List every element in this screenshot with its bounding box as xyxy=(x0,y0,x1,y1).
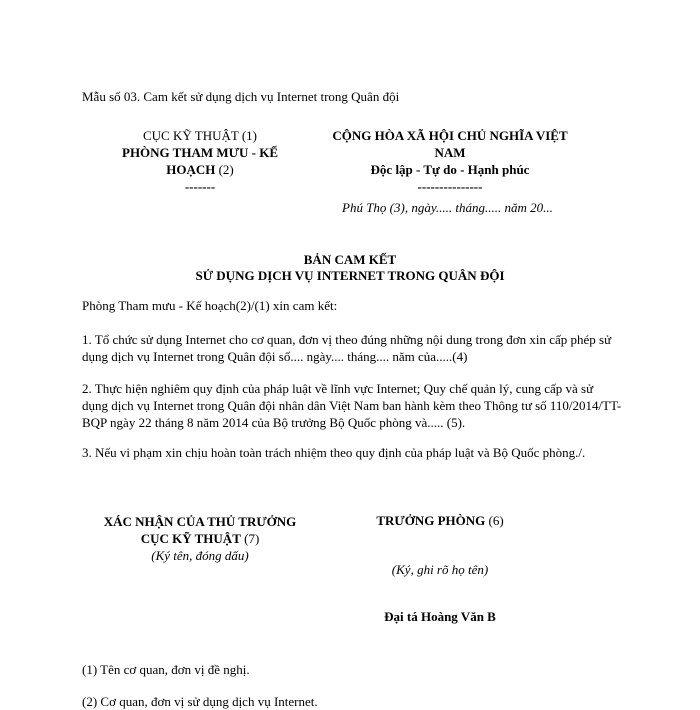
header-right xyxy=(300,127,600,195)
national-title-line1: CỘNG HÒA XÃ HỘI CHỦ NGHĨA VIỆT xyxy=(332,128,568,143)
commitment-item-1: 1. Tổ chức sử dụng Internet cho cơ quan, đơn vị theo đúng những nội dung trong đơn xin cấp phép sử dụng dịch vụ Internet trong Quân đội số.... ngày.... tháng.... năm của.....(4) xyxy=(82,332,612,364)
signature-left xyxy=(60,513,340,564)
intro-text: Phòng Tham mưu - Kế hoạch(2)/(1) xin cam kết: xyxy=(82,298,338,313)
signature-right-note: (Ký, ghi rõ họ tên) xyxy=(391,562,489,577)
place-date: Phú Thọ (3), ngày..... tháng..... năm 20... xyxy=(342,200,553,215)
form-title: Mẫu số 03. Cam kết sử dụng dịch vụ Internet trong Quân đội xyxy=(82,89,400,104)
signature-left-note: (Ký tên, đóng dấu) xyxy=(151,548,249,563)
signer-name: Đại tá Hoàng Văn B xyxy=(384,609,496,624)
commitment-item-3: 3. Nếu vi phạm xin chịu hoàn toàn trách nhiệm theo quy định của pháp luật và Bộ Quốc phòng./. xyxy=(82,445,586,460)
header-left xyxy=(80,127,320,195)
department-name-line1: PHÒNG THAM MƯU - KẾ xyxy=(122,145,278,160)
header-right-divider: --------------- xyxy=(417,179,483,194)
department-name-line2: HOẠCH (2) xyxy=(166,162,234,177)
document-title-line2: SỬ DỤNG DỊCH VỤ INTERNET TRONG QUÂN ĐỘI xyxy=(195,268,505,283)
signature-left-title-line1: XÁC NHẬN CỦA THỦ TRƯỞNG xyxy=(103,514,297,529)
commitment-item-2: 2. Thực hiện nghiêm quy định của pháp luật về lĩnh vực Internet; Quy chế quản lý, cung cấp và sử dụng dịch vụ Internet trong Quân đội nhân dân Việt Nam ban hành kèm theo Thông tư số 110/2014/TT-BQP ngày 22 tháng 8 năm 2014 của Bộ trưởng Bộ Quốc phòng và..... (5). xyxy=(82,381,622,430)
national-title-line2: NAM xyxy=(434,145,466,160)
header-left-divider: ------- xyxy=(184,179,216,194)
signature-right-title: TRƯỞNG PHÒNG (6) xyxy=(376,513,504,528)
footnote-2: (2) Cơ quan, đơn vị sử dụng dịch vụ Internet. xyxy=(82,694,318,709)
national-motto: Độc lập - Tự do - Hạnh phúc xyxy=(370,162,530,177)
footnote-1: (1) Tên cơ quan, đơn vị đề nghị. xyxy=(82,662,250,677)
agency-name: CỤC KỸ THUẬT (1) xyxy=(143,128,257,143)
document-title-line1: BẢN CAM KẾT xyxy=(303,252,397,267)
signature-left-title-line2: CỤC KỸ THUẬT (7) xyxy=(140,531,260,546)
document-title xyxy=(0,252,700,284)
